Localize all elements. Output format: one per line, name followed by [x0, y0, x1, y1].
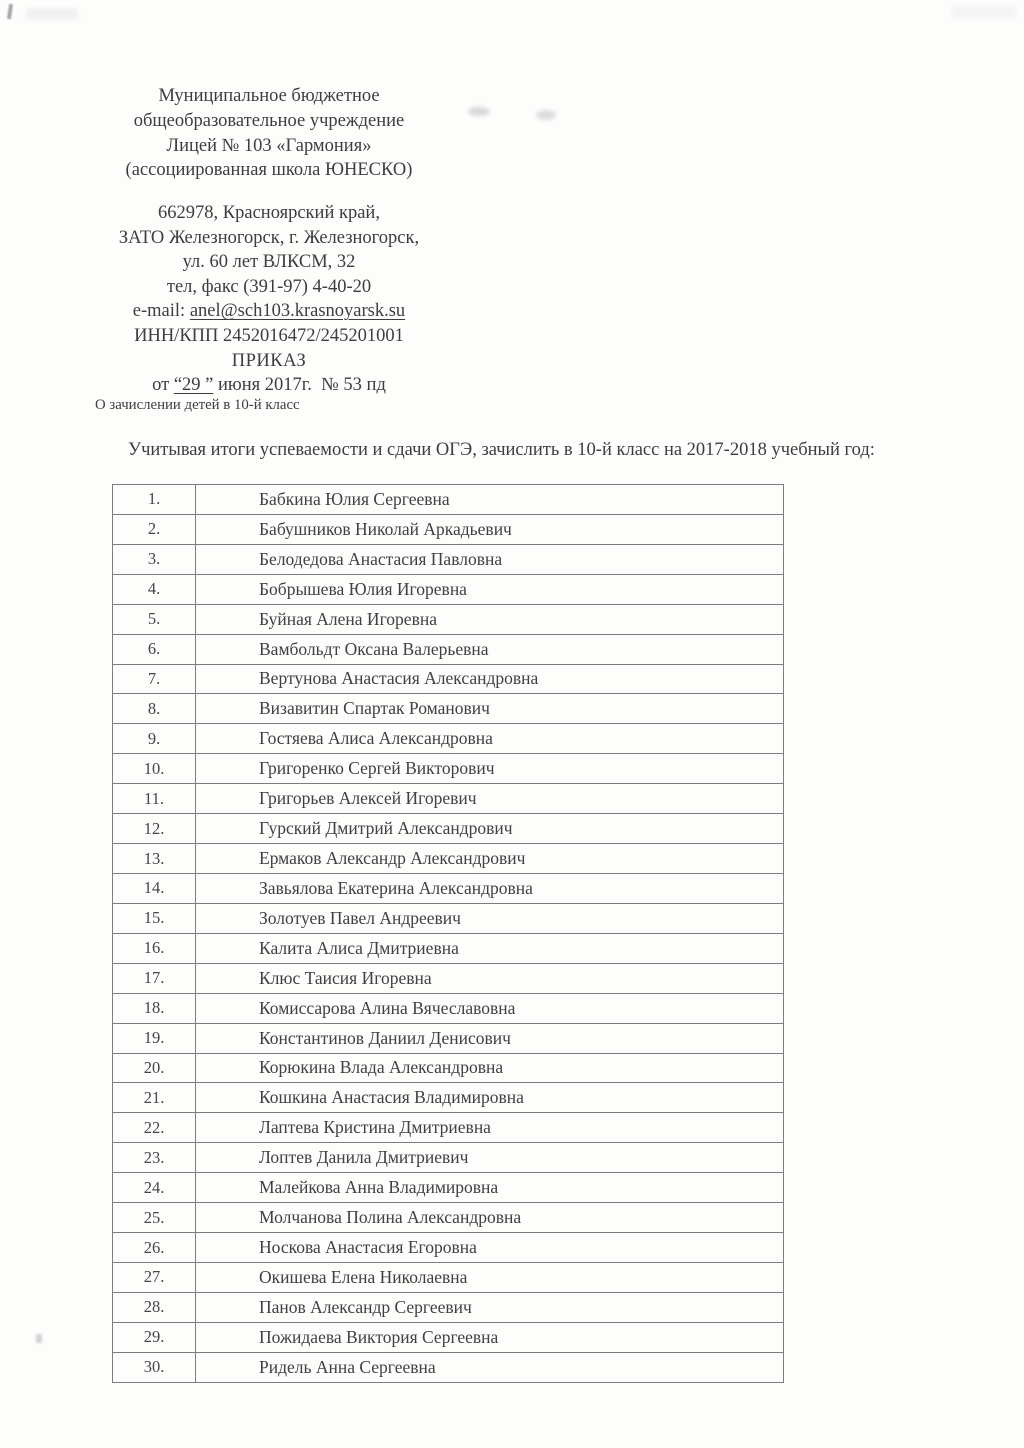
table-row	[113, 963, 784, 993]
student-number-cell: 19.	[113, 1023, 196, 1053]
table-row	[113, 1352, 784, 1382]
student-name-cell: Вертунова Анастасия Александровна	[196, 664, 784, 694]
email-label: e-mail:	[132, 301, 190, 322]
student-name-cell: Завьялова Екатерина Александровна	[196, 873, 784, 903]
student-number-cell: 29.	[113, 1322, 196, 1352]
table-row	[113, 1023, 784, 1053]
student-number-cell: 11.	[113, 784, 196, 814]
school-header-line: Лицей № 103 «Гармония»	[166, 135, 372, 156]
email-line	[93, 299, 445, 324]
inn-kpp-line: ИНН/КПП 2452016472/245201001	[134, 325, 404, 346]
student-number-cell: 23.	[113, 1143, 196, 1173]
student-name-cell: Константинов Даниил Денисович	[196, 1023, 784, 1053]
student-name-cell: Малейкова Анна Владимировна	[196, 1173, 784, 1203]
order-subject: О зачислении детей в 10-й класс	[95, 397, 300, 413]
student-name-cell: Бабкина Юлия Сергеевна	[196, 485, 784, 515]
student-number-cell: 15.	[113, 903, 196, 933]
students-table	[112, 484, 784, 1383]
student-number-cell: 8.	[113, 694, 196, 724]
table-row	[113, 634, 784, 664]
student-number-cell: 25.	[113, 1203, 196, 1233]
scan-streak-icon	[26, 8, 78, 20]
scan-smudge-icon	[468, 107, 490, 116]
student-number-cell: 14.	[113, 873, 196, 903]
table-row	[113, 1083, 784, 1113]
table-row	[113, 814, 784, 844]
table-row	[113, 754, 784, 784]
student-number-cell: 27.	[113, 1262, 196, 1292]
student-number-cell: 20.	[113, 1053, 196, 1083]
student-name-cell: Комиссарова Алина Вячеславовна	[196, 993, 784, 1023]
student-number-cell: 7.	[113, 664, 196, 694]
table-row	[113, 604, 784, 634]
email-address: anel@sch103.krasnoyarsk.su	[189, 301, 406, 322]
table-row	[113, 694, 784, 724]
student-name-cell: Пожидаева Виктория Сергеевна	[196, 1322, 784, 1352]
student-number-cell: 17.	[113, 963, 196, 993]
order-body-paragraph: Учитывая итоги успеваемости и сдачи ОГЭ, зачислить в 10-й класс на 2017-2018 учебный год:	[128, 440, 875, 460]
student-name-cell: Лоптев Данила Дмитриевич	[196, 1143, 784, 1173]
student-name-cell: Ермаков Александр Александрович	[196, 844, 784, 874]
table-row	[113, 724, 784, 754]
student-number-cell: 16.	[113, 933, 196, 963]
table-row	[113, 1173, 784, 1203]
table-row	[113, 1143, 784, 1173]
student-number-cell: 24.	[113, 1173, 196, 1203]
table-row	[113, 1203, 784, 1233]
student-name-cell: Лаптева Кристина Дмитриевна	[196, 1113, 784, 1143]
order-date-line	[93, 373, 445, 398]
student-number-cell: 2.	[113, 514, 196, 544]
student-number-cell: 18.	[113, 993, 196, 1023]
student-name-cell: Клюс Таисия Игоревна	[196, 963, 784, 993]
student-number-cell: 13.	[113, 844, 196, 874]
order-title: ПРИКАЗ	[231, 350, 307, 371]
table-row	[113, 544, 784, 574]
address-line: 662978, Красноярский край,	[158, 203, 380, 223]
student-name-cell: Панов Александр Сергеевич	[196, 1292, 784, 1322]
student-name-cell: Гостяева Алиса Александровна	[196, 724, 784, 754]
table-row	[113, 1053, 784, 1083]
date-prefix: от	[152, 375, 174, 396]
table-row	[113, 933, 784, 963]
student-number-cell: 1.	[113, 485, 196, 515]
student-name-cell: Бабушников Николай Аркадьевич	[196, 514, 784, 544]
scan-speck-icon	[36, 1334, 42, 1343]
table-row	[113, 664, 784, 694]
student-name-cell: Молчанова Полина Александровна	[196, 1203, 784, 1233]
school-header-line: Муниципальное бюджетное	[158, 86, 380, 106]
scan-speck-icon	[7, 4, 13, 19]
student-name-cell: Вамбольдт Оксана Валерьевна	[196, 634, 784, 664]
student-number-cell: 4.	[113, 574, 196, 604]
student-name-cell: Кошкина Анастасия Владимировна	[196, 1083, 784, 1113]
student-name-cell: Гурский Дмитрий Александрович	[196, 814, 784, 844]
table-row	[113, 1262, 784, 1292]
student-number-cell: 12.	[113, 814, 196, 844]
date-suffix: июня 2017г. № 53 пд	[213, 375, 386, 396]
table-row	[113, 514, 784, 544]
scan-smudge-icon	[536, 110, 556, 120]
student-number-cell: 9.	[113, 724, 196, 754]
address-line: ЗАТО Железногорск, г. Железногорск,	[118, 227, 420, 248]
table-row	[113, 993, 784, 1023]
table-row	[113, 1292, 784, 1322]
school-header	[93, 84, 445, 183]
school-header-line: (ассоциированная школа ЮНЕСКО)	[125, 160, 413, 181]
scan-streak-icon	[952, 6, 1016, 18]
date-number: “29 ”	[173, 375, 214, 396]
table-row	[113, 1322, 784, 1352]
student-number-cell: 26.	[113, 1233, 196, 1263]
student-name-cell: Белодедова Анастасия Павловна	[196, 544, 784, 574]
student-number-cell: 6.	[113, 634, 196, 664]
address-line: ул. 60 лет ВЛКСМ, 32	[182, 252, 356, 273]
student-name-cell: Григорьев Алексей Игоревич	[196, 784, 784, 814]
student-name-cell: Окишева Елена Николаевна	[196, 1262, 784, 1292]
student-number-cell: 22.	[113, 1113, 196, 1143]
student-name-cell: Ридель Анна Сергеевна	[196, 1352, 784, 1382]
table-row	[113, 1113, 784, 1143]
table-row	[113, 1233, 784, 1263]
students-table-body	[113, 485, 784, 1383]
student-number-cell: 30.	[113, 1352, 196, 1382]
school-header-line: общеобразовательное учреждение	[133, 110, 405, 131]
student-name-cell: Буйная Алена Игоревна	[196, 604, 784, 634]
student-number-cell: 3.	[113, 544, 196, 574]
table-row	[113, 485, 784, 515]
student-name-cell: Григоренко Сергей Викторович	[196, 754, 784, 784]
contact-block	[93, 201, 445, 398]
student-number-cell: 5.	[113, 604, 196, 634]
student-name-cell: Носкова Анастасия Егоровна	[196, 1233, 784, 1263]
table-row	[113, 903, 784, 933]
phone-fax-line: тел, факс (391-97) 4-40-20	[166, 276, 372, 297]
student-name-cell: Корюкина Влада Александровна	[196, 1053, 784, 1083]
table-row	[113, 844, 784, 874]
student-name-cell: Визавитин Спартак Романович	[196, 694, 784, 724]
student-name-cell: Бобрышева Юлия Игоревна	[196, 574, 784, 604]
student-name-cell: Калита Алиса Дмитриевна	[196, 933, 784, 963]
table-row	[113, 784, 784, 814]
student-name-cell: Золотуев Павел Андреевич	[196, 903, 784, 933]
student-number-cell: 10.	[113, 754, 196, 784]
student-number-cell: 21.	[113, 1083, 196, 1113]
table-row	[113, 873, 784, 903]
student-number-cell: 28.	[113, 1292, 196, 1322]
table-row	[113, 574, 784, 604]
